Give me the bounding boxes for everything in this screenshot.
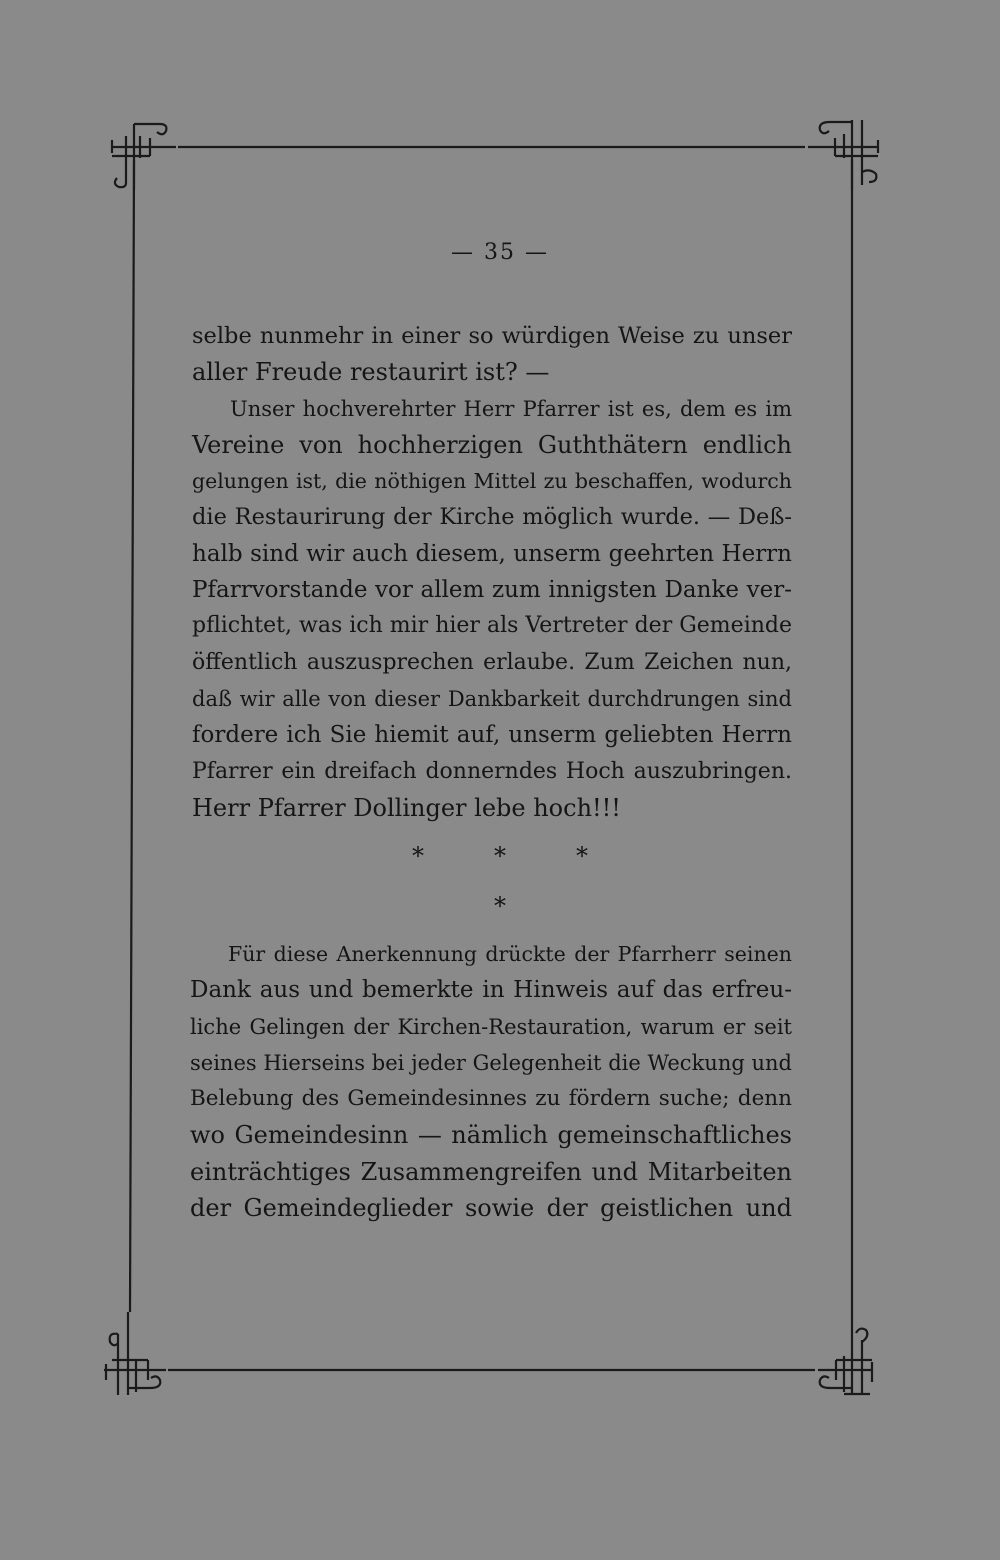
section-separator <box>0 842 1000 870</box>
body-text-upper <box>192 318 792 826</box>
text-line: Pfarrvorstande vor allem zum innigsten Danke ver- <box>192 577 792 604</box>
separator-star: * <box>494 842 506 870</box>
body-text-lower <box>190 936 792 1226</box>
text-line: halb sind wir auch diesem, unserm geehrten Herrn <box>192 540 792 567</box>
text-line: die Restaurirung der Kirche möglich wurde. — Deß- <box>192 504 792 531</box>
text-line: einträchtiges Zusammengreifen und Mitarbeiten <box>190 1157 792 1186</box>
text-line: pflichtet, was ich mir hier als Vertreter der Gemeinde <box>192 613 792 639</box>
text-line: Belebung des Gemeindesinnes zu fördern suche; denn <box>190 1086 792 1112</box>
text-line: Vereine von hochherzigen Guththätern endlich <box>192 430 792 459</box>
text-line: daß wir alle von dieser Dankbarkeit durchdrungen sind <box>192 686 792 711</box>
text-line: wo Gemeindesinn — nämlich gemeinschaftliches <box>190 1121 792 1150</box>
text-line: Dank aus und bemerkte in Hinweis auf das erfreu- <box>190 977 792 1004</box>
page-number: — 35 — <box>451 240 549 265</box>
corner-ornament-bottom-right <box>818 1312 872 1395</box>
text-line: aller Freude restaurirt ist? — <box>192 358 550 387</box>
corner-ornament-top-right <box>808 120 878 190</box>
text-line: öffentlich auszusprechen erlaube. Zum Zeichen nun, <box>192 649 792 675</box>
text-line: Herr Pfarrer Dollinger lebe hoch!!! <box>192 793 621 822</box>
text-line: seines Hierseins bei jeder Gelegenheit die Weckung und <box>190 1050 792 1075</box>
text-line: der Gemeindeglieder sowie der geistlichen und <box>190 1194 792 1223</box>
text-line: gelungen ist, die nöthigen Mittel zu beschaffen, wodurch <box>192 469 792 494</box>
text-line: Für diese Anerkennung drückte der Pfarrherr seinen <box>228 942 792 966</box>
text-line: liche Gelingen der Kirchen-Restauration, warum er seit <box>190 1014 792 1039</box>
separator-star-single: * <box>494 892 506 920</box>
separator-star: * <box>412 842 424 870</box>
text-line: Unser hochverehrter Herr Pfarrer ist es, dem es im <box>230 396 792 421</box>
text-line: Pfarrer ein dreifach donnerndes Hoch auszubringen. <box>192 758 792 784</box>
text-line: selbe nunmehr in einer so würdigen Weise zu unser <box>192 323 792 349</box>
separator-star: * <box>576 842 588 870</box>
corner-ornament-top-left <box>112 124 176 190</box>
corner-ornament-bottom-left <box>104 1312 166 1395</box>
text-line: fordere ich Sie hiemit auf, unserm geliebten Herrn <box>192 722 792 749</box>
